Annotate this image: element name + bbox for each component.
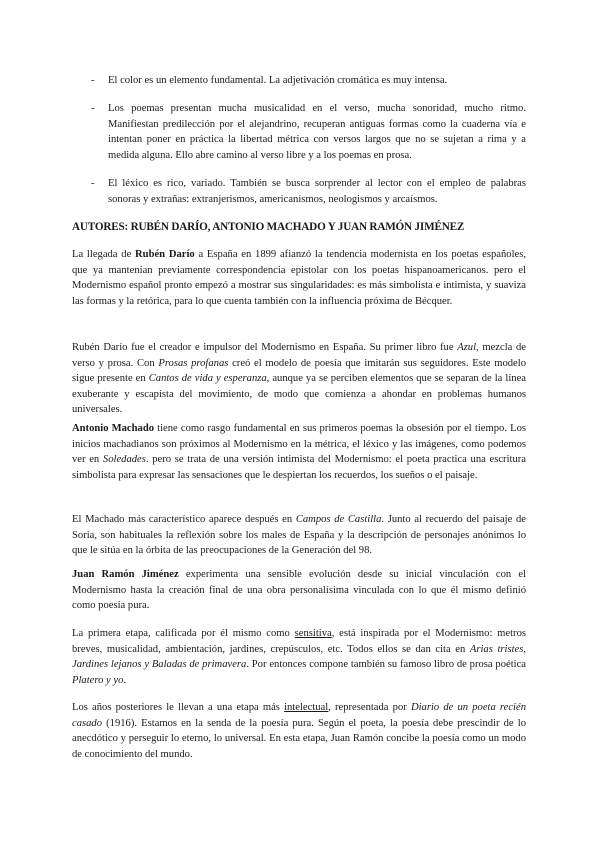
paragraph-etapa-sensitiva (72, 626, 526, 688)
text-run: , mezcla de verso y prosa. Con (72, 342, 526, 369)
author-name: Rubén Darío (135, 249, 195, 260)
text-run: Rubén Darío fue el creador e impulsor del Modernismo en España. Su primer libro fue (72, 342, 458, 353)
bullet-item-lexico (91, 176, 526, 207)
bullet-item-musicalidad (91, 101, 526, 163)
underlined-term: sensitiva (294, 628, 332, 639)
text-run: experimenta una sensible evolución desde su inicial vinculación con el Modernismo hasta la creación final de una obra personalísima vinculada con lo que él mismo definió como poesía pura. (72, 569, 526, 612)
paragraph-machado-inicios (72, 421, 526, 483)
text-run: . (123, 674, 127, 686)
text-run: . pero se trata de una versión intimista del Modernismo: el poeta practica una escritura simbolista para expresar las sensaciones que le despiertan los recuerdos, los sueños o el paisaje. (72, 454, 527, 481)
text-run: , representada por (328, 702, 411, 713)
paragraph-dario-llegada (72, 247, 526, 309)
bullet-text: El léxico es rico, variado. También se busca sorprender al lector con el empleo de palabras sonoras y extrañas: extranjerismos, americanismos, neologismos y arcaísmos. (108, 178, 526, 205)
bullet-dash: - (91, 103, 95, 114)
book-title: Prosas profanas (158, 357, 229, 369)
bullet-dash: - (91, 178, 95, 189)
text-run: creó el modelo de poesía que imitarán sus seguidores. Este modelo sigue presente en (72, 357, 526, 385)
text-run: La llegada de (72, 249, 136, 260)
bullet-text: Los poemas presentan mucha musicalidad en el verso, mucha sonoridad, mucho ritmo. Manifiestan predilección por el alejandrino, recuperan antiguas formas como la cuaderna vía e intentan poner en práctica la libertad métrica con versos largos que no se sujetan a rima y a medida alguna. Ello abre camino al verso libre y a los poemas en prosa. (108, 103, 526, 161)
text-run: Los años posteriores le llevan a una etapa más (72, 702, 285, 713)
bullet-item-color (91, 73, 526, 89)
book-title: Diario de un poeta recién casado (72, 702, 526, 729)
text-run: . Por entonces compone también su famoso libro de prosa poética (246, 659, 526, 671)
paragraph-machado-castilla (72, 512, 526, 559)
book-title: Soledades (102, 454, 146, 466)
bullet-dash: - (91, 75, 95, 86)
book-title: Cantos de vida y esperanza (148, 373, 267, 385)
book-title: Arias tristes, Jardines lejanos y Baladas de primavera (72, 643, 526, 671)
book-title: Azul (457, 342, 477, 353)
bullet-text: El color es un elemento fundamental. La adjetivación cromática es muy intensa. (108, 75, 448, 86)
text-run: , aunque ya se perciben elementos que se separan de la línea exuberante y escapista del movimiento, de modo que comienza a ahondar en problemas humanos universales. (72, 373, 526, 416)
author-name: Juan Ramón Jiménez (72, 569, 179, 580)
text-run: , está inspirada por el Modernismo: metros breves, musicalidad, ambientación, jardines, crepúsculos, etc. Todos ellos se dan cita en (72, 628, 526, 655)
text-run: a España en 1899 afianzó la tendencia modernista en los poetas españoles, que ya mantenían previamente correspondencia epistolar con los poetas hispanoamericanos. pero el Modernismo español pronto empezó a mostrar sus singularidades: es más simbolista e intimista, y suaviza las formas y la retórica, para lo que cuenta también con la influencia próxima de Bécquer. (72, 249, 526, 307)
book-title: Campos de Castilla (295, 514, 382, 525)
text-run: tiene como rasgo fundamental en sus primeros poemas la obsesión por el tiempo. Los inicios machadianos son próximos al Modernismo en la métrica, el léxico y las imágenes, como podemos ver en (72, 423, 526, 466)
book-title: Platero y yo (72, 674, 124, 686)
text-run: (1916). Estamos en la senda de la poesía pura. Según el poeta, la poesía debe prescindir de lo anecdótico y perseguir lo eterno, lo universal. En esta etapa, Juan Ramón concibe la poesía como un modo de conocimiento del mundo. (72, 717, 526, 760)
text-run: . Junto al recuerdo del paisaje de Soria, son habituales la reflexión sobre los males de España y la descripción de personajes anónimos lo que le sitúa en la órbita de las preocupaciones de la Generación del 98. (72, 514, 526, 557)
text-run: La primera etapa, calificada por él mismo como (72, 628, 295, 639)
paragraph-etapa-intelectual (72, 700, 526, 762)
underlined-term: intelectual (284, 702, 329, 713)
text-run: El Machado más característico aparece después en (72, 514, 296, 525)
section-heading: AUTORES: RUBÉN DARÍO, ANTONIO MACHADO Y JUAN RAMÓN JIMÉNEZ (72, 221, 465, 233)
paragraph-juan-ramon (72, 567, 526, 614)
author-name: Antonio Machado (72, 423, 155, 434)
paragraph-dario-obra (72, 340, 526, 418)
